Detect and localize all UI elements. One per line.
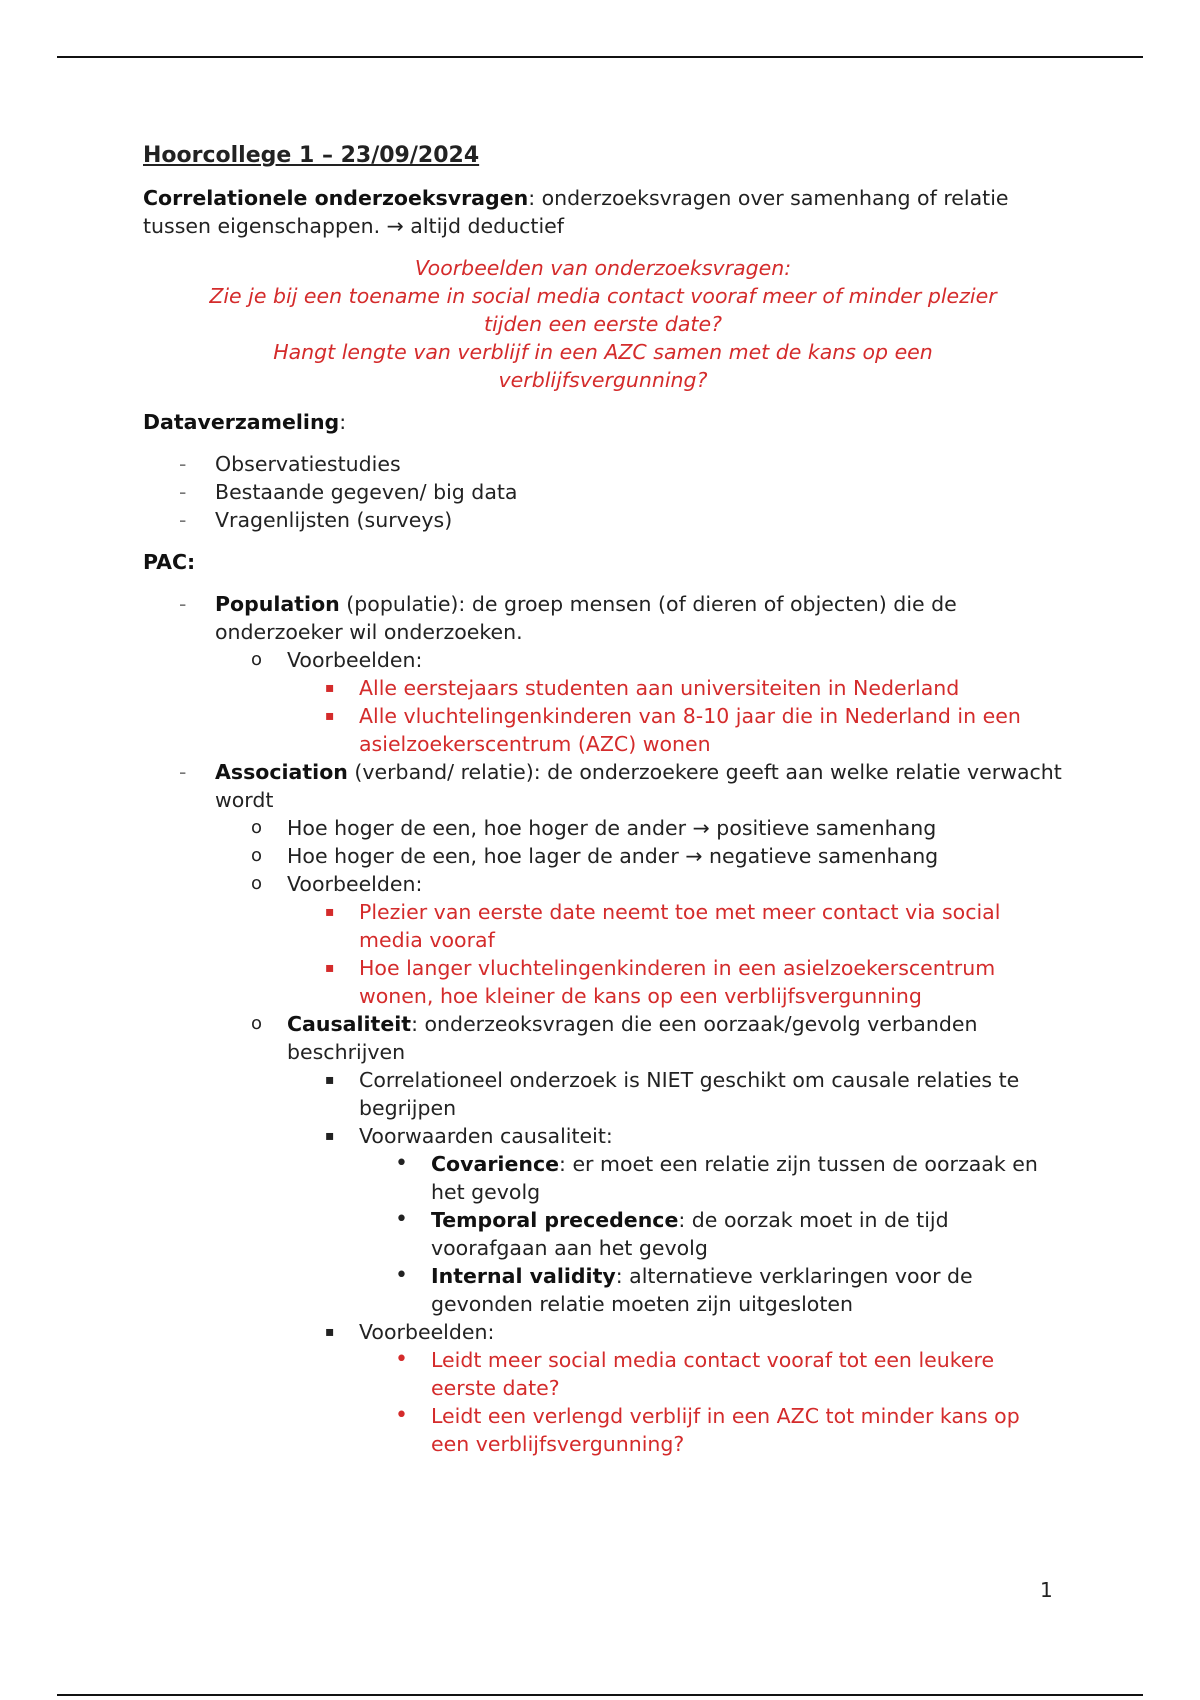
list-item [215,870,1063,1010]
circle-marker: o [251,817,263,838]
list-item [359,1346,1063,1402]
list-item [287,954,1063,1010]
list-item-text: Bestaande gegeven/ big data [215,480,518,504]
list-item [287,1318,1063,1458]
list-item [287,674,1063,702]
circle-marker: o [251,1013,263,1034]
example-q2-line1: Hangt lengte van verblijf in een AZC samen met de kans op een [273,340,933,364]
square-marker: ▪ [325,708,335,724]
list-item [287,1122,1063,1318]
dash-marker: - [179,452,187,476]
causality-item [215,1010,1063,1458]
examples-heading: Voorbeelden van onderzoeksvragen: [414,256,792,280]
dash-marker: - [179,592,187,616]
condition-text: : alternatieve verklaringen voor de gevonden relatie moeten zijn uitgesloten [431,1264,973,1316]
condition-text: : er moet een relatie zijn tussen de oorzaak en het gevolg [431,1152,1038,1204]
pac-heading [143,548,1063,576]
square-marker: ▪ [325,1324,335,1340]
population-examples [287,674,1063,758]
list-item [287,1066,1063,1122]
list-item [215,814,1063,842]
causality-text: : onderzeoksvragen die een oorzaak/gevolg verbanden beschrijven [287,1012,978,1064]
page-number: 1 [1040,1578,1053,1602]
condition-term: Covarience [431,1152,560,1176]
list-item [143,450,1063,478]
causality-examples [359,1346,1063,1458]
square-marker: ▪ [325,680,335,696]
example-text: Alle eerstejaars studenten aan universiteiten in Nederland [359,676,960,700]
population-sublist [215,646,1063,758]
example-text: Plezier van eerste date neemt toe met meer contact via social media vooraf [359,900,1001,952]
association-term: Association [215,760,348,784]
bullet-marker: • [395,1151,408,1176]
population-term: Population [215,592,340,616]
header-rule [57,56,1143,58]
condition-text: : de oorzak moet in de tijd voorafgaan aan het gevolg [431,1208,949,1260]
dataverzameling-heading [143,408,1063,436]
conditions-label: Voorwaarden causaliteit: [359,1124,613,1148]
dataverzameling-list [143,450,1063,534]
bullet-marker: • [395,1403,408,1428]
condition-term: Temporal precedence [431,1208,679,1232]
example-text: Hoe langer vluchtelingenkinderen in een asielzoekerscentrum wonen, hoe kleiner de kans op een verblijfsvergunning [359,956,996,1008]
intro-paragraph [143,184,1063,240]
list-item [143,478,1063,506]
circle-marker: o [251,873,263,894]
dataverzameling-term: Dataverzameling [143,410,340,434]
list-item [359,1206,1063,1262]
example-q1-line2: tijden een eerste date? [484,312,722,336]
dash-marker: - [179,508,187,532]
association-text: (verband/ relatie): de onderzoekere geeft aan welke relatie verwacht wordt [215,760,1062,812]
examples-label: Voorbeelden: [287,648,423,672]
pac-term: PAC: [143,550,196,574]
example-text: Alle vluchtelingenkinderen van 8-10 jaar die in Nederland in een asielzoekerscentrum (AZC) wonen [359,704,1021,756]
examples-label: Voorbeelden: [287,872,423,896]
document-body [143,142,1063,1472]
causality-sublist [287,1066,1063,1458]
list-item-text: Vragenlijsten (surveys) [215,508,453,532]
association-item [143,758,1063,1458]
population-item [143,590,1063,758]
dash-marker: - [179,760,187,784]
circle-marker: o [251,649,263,670]
footer-rule [57,1694,1143,1696]
intro-term: Correlationele onderzoeksvragen [143,186,529,210]
association-examples [287,898,1063,1010]
conditions-list [359,1150,1063,1318]
association-sublist [215,814,1063,1458]
example-questions [143,254,1063,394]
list-item [287,702,1063,758]
bullet-marker: • [395,1207,408,1232]
example-text: Leidt meer social media contact vooraf tot een leukere eerste date? [431,1348,995,1400]
pac-list [143,590,1063,1458]
intro-text: : onderzoeksvragen over samenhang of relatie tussen eigenschappen. → altijd deductief [143,186,1009,238]
bullet-marker: • [395,1263,408,1288]
example-text: Leidt een verlengd verblijf in een AZC tot minder kans op een verblijfsvergunning? [431,1404,1020,1456]
square-marker: ▪ [325,1128,335,1144]
list-item [359,1150,1063,1206]
square-marker: ▪ [325,960,335,976]
example-q1-line1: Zie je bij een toename in social media contact vooraf meer of minder plezier [209,284,997,308]
list-item [215,842,1063,870]
list-item [287,898,1063,954]
dash-marker: - [179,480,187,504]
condition-term: Internal validity [431,1264,616,1288]
negative-text: Hoe hoger de een, hoe lager de ander → negatieve samenhang [287,844,939,868]
list-item [215,646,1063,758]
causality-note: Correlationeel onderzoek is NIET geschikt om causale relaties te begrijpen [359,1068,1020,1120]
list-item [143,506,1063,534]
list-item [359,1402,1063,1458]
causality-term: Causaliteit [287,1012,412,1036]
square-marker: ▪ [325,904,335,920]
bullet-marker: • [395,1347,408,1372]
circle-marker: o [251,845,263,866]
example-q2-line2: verblijfsvergunning? [498,368,708,392]
list-item [359,1262,1063,1318]
population-text: (populatie): de groep mensen (of dieren of objecten) die de onderzoeker wil onderzoeken. [215,592,957,644]
list-item-text: Observatiestudies [215,452,401,476]
dataverzameling-colon: : [339,410,347,434]
square-marker: ▪ [325,1072,335,1088]
examples-label: Voorbeelden: [359,1320,495,1344]
positive-text: Hoe hoger de een, hoe hoger de ander → positieve samenhang [287,816,937,840]
page-title: Hoorcollege 1 – 23/09/2024 [143,143,480,168]
